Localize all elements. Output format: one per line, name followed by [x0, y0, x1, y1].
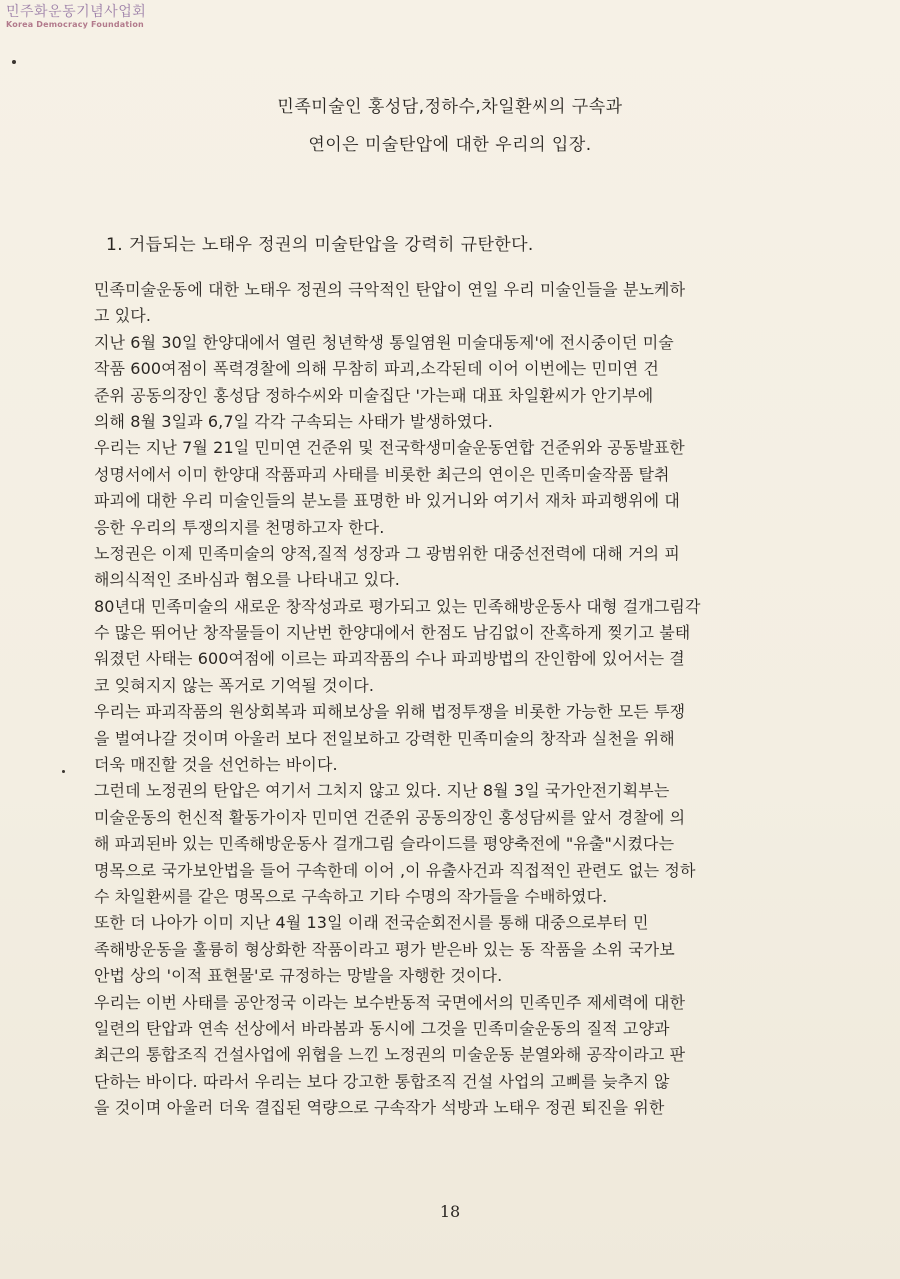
- body-line: 작품 600여점이 폭력경찰에 의해 무참히 파괴,소각된데 이어 이번에는 민미연 건: [94, 359, 659, 379]
- body-line: 수 차일환씨를 같은 명목으로 구속하고 기타 수명의 작가들을 수배하였다.: [94, 886, 608, 906]
- body-line: 응한 우리의 투쟁의지를 천명하고자 한다.: [94, 517, 385, 537]
- body-line: 미술운동의 헌신적 활동가이자 민미연 건준위 공동의장인 홍성담씨를 앞서 경찰에 의: [94, 807, 686, 827]
- body-line: 안법 상의 '이적 표현물'로 규정하는 망발을 자행한 것이다.: [94, 966, 503, 986]
- margin-dot-mark: [12, 60, 16, 64]
- body-line: 지난 6월 30일 한양대에서 열린 청년학생 통일염원 미술대동제'에 전시중이던 미술: [94, 332, 674, 352]
- foundation-watermark: [6, 4, 146, 30]
- body-line: 고 있다.: [94, 306, 152, 326]
- body-line: 일련의 탄압과 연속 선상에서 바라봄과 동시에 그것을 민족미술운동의 질적 고양과: [94, 1018, 670, 1038]
- body-line: 파괴에 대한 우리 미술인들의 분노를 표명한 바 있거니와 여기서 재차 파괴행위에 대: [94, 491, 680, 511]
- body-line: 을 것이며 아울러 더욱 결집된 역량으로 구속작가 석방과 노태우 정권 퇴진을 위한: [94, 1098, 665, 1118]
- body-line: 우리는 파괴작품의 원상회복과 피해보상을 위해 법정투쟁을 비롯한 가능한 모든 투쟁: [94, 702, 686, 722]
- body-line: 족해방운동을 훌륭히 형상화한 작품이라고 평가 받은바 있는 동 작품을 소위 국가보: [94, 939, 675, 959]
- document-body: [94, 277, 800, 1122]
- body-line: 준위 공동의장인 홍성담 정하수씨와 미술집단 '가는패 대표 차일환씨가 안기부에: [94, 385, 654, 405]
- body-line: 또한 더 나아가 이미 지난 4월 13일 이래 전국순회전시를 통해 대중으로부터 민: [94, 913, 649, 933]
- body-line: 해 파괴된바 있는 민족해방운동사 걸개그림 슬라이드를 평양축전에 "유출"시켰다는: [94, 834, 675, 854]
- body-line: 워졌던 사태는 600여점에 이르는 파괴작품의 수나 파괴방법의 잔인함에 있어서는 결: [94, 649, 685, 669]
- margin-dot-mark: [62, 770, 65, 773]
- body-line: 명목으로 국가보안법을 들어 구속한데 이어 ,이 유출사건과 직접적인 관련도 없는 정하: [94, 860, 696, 880]
- page-number: 18: [439, 1202, 461, 1221]
- watermark-subtitle: Korea Democracy Foundation: [6, 20, 144, 29]
- body-line: 을 벌여나갈 것이며 아울러 보다 전일보하고 강력한 민족미술의 창작과 실천을 위해: [94, 728, 675, 748]
- body-line: 우리는 지난 7월 21일 민미연 건준위 및 전국학생미술운동연합 건준위와 공동발표한: [94, 438, 685, 458]
- body-line: 더욱 매진할 것을 선언하는 바이다.: [94, 755, 338, 775]
- body-line: 성명서에서 이미 한양대 작품파괴 사태를 비롯한 최근의 연이은 민족미술작품 탈취: [94, 464, 670, 484]
- body-line: 해의식적인 조바심과 혐오를 나타내고 있다.: [94, 570, 400, 590]
- body-line: 의해 8월 3일과 6,7일 각각 구속되는 사태가 발생하였다.: [94, 411, 493, 431]
- body-line: 코 잊혀지지 않는 폭거로 기억될 것이다.: [94, 675, 375, 695]
- body-line: 80년대 민족미술의 새로운 창작성과로 평가되고 있는 민족해방운동사 대형 걸개그림각: [94, 596, 701, 616]
- section-heading: 1. 거듭되는 노태우 정권의 미술탄압을 강력히 규탄한다.: [106, 235, 534, 255]
- body-line: 단하는 바이다. 따라서 우리는 보다 강고한 통합조직 건설 사업의 고삐를 늦추지 않: [94, 1071, 670, 1091]
- body-line: 그런데 노정권의 탄압은 여기서 그치지 않고 있다. 지난 8월 3일 국가안전기획부는: [94, 781, 670, 801]
- body-line: 최근의 통합조직 건설사업에 위협을 느낀 노정권의 미술운동 분열와해 공작이라고 판: [94, 1045, 686, 1065]
- body-line: 우리는 이번 사태를 공안정국 이라는 보수반동적 국면에서의 민족민주 제세력에 대한: [94, 992, 686, 1012]
- body-line: 노정권은 이제 민족미술의 양적,질적 성장과 그 광범위한 대중선전력에 대해 거의 피: [94, 543, 680, 563]
- document-title-line1: 민족미술인 홍성담,정하수,차일환씨의 구속과: [277, 97, 623, 117]
- body-line: 민족미술운동에 대한 노태우 정권의 극악적인 탄압이 연일 우리 미술인들을 분노케하: [94, 280, 686, 299]
- watermark-title: 민주화운동기념사업회: [6, 4, 147, 20]
- body-line: 수 많은 뛰어난 창작물들이 지난번 한양대에서 한점도 남김없이 잔혹하게 찢기고 불태: [94, 623, 691, 643]
- document-title-line2: 연이은 미술탄압에 대한 우리의 입장.: [308, 135, 592, 155]
